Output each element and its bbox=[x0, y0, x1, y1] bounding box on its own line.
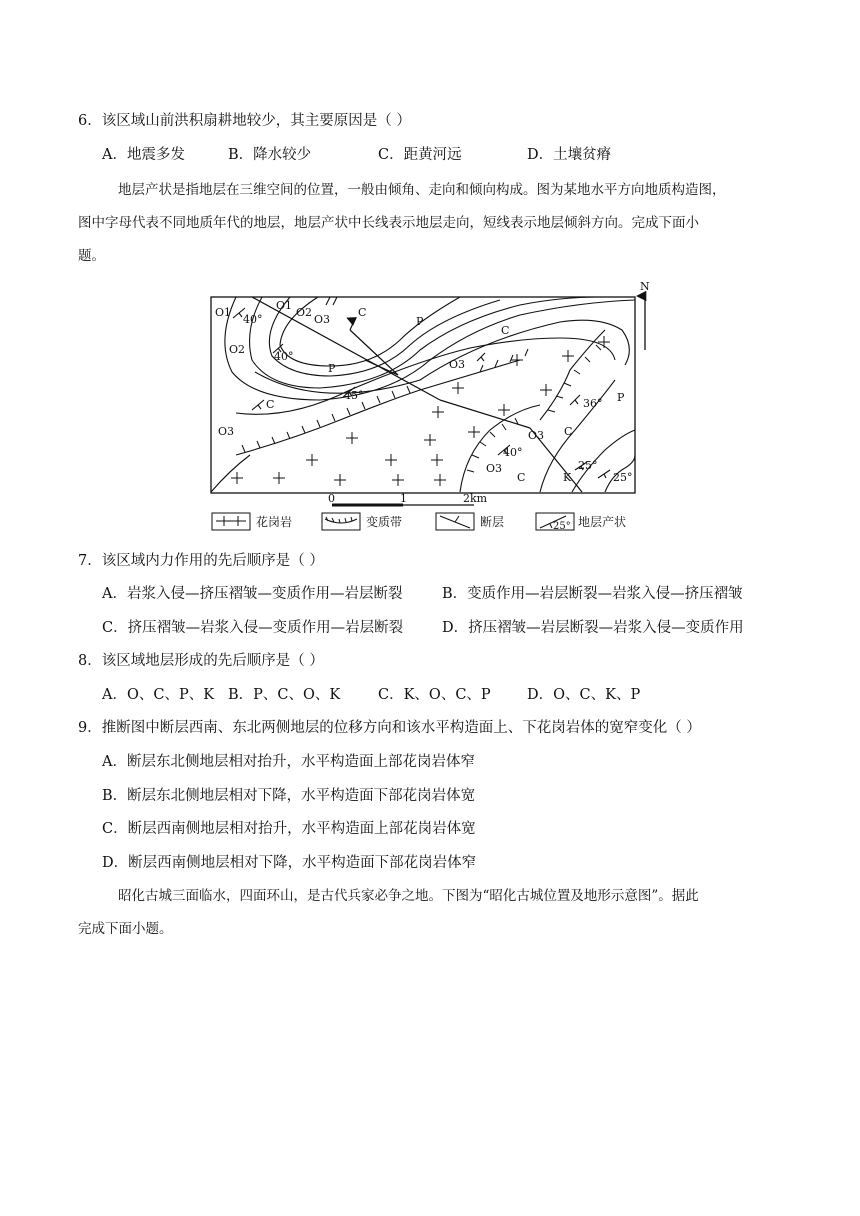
label-ca: C bbox=[358, 306, 367, 319]
intro1-line1: 地层产状是指地层在三维空间的位置，一般由倾角、走向和倾向构成。图为某地水平方向地质构造图， bbox=[118, 182, 726, 198]
q6-option-d: D．土壤贫瘠 bbox=[527, 147, 612, 163]
intro1-line3: 题。 bbox=[78, 248, 105, 264]
q8-option-a: A．O、C、P、K bbox=[102, 687, 215, 703]
legend-attitude-sample: 25° bbox=[553, 521, 571, 532]
fault-arrow bbox=[350, 321, 354, 330]
dip-5: 40° bbox=[503, 446, 523, 459]
label-cb: C bbox=[501, 324, 510, 337]
q7-option-c: C．挤压褶皱—岩浆入侵—变质作用—岩层断裂 bbox=[102, 620, 404, 636]
q7-stem: 7．该区域内力作用的先后顺序是（ ） bbox=[78, 553, 324, 569]
intro2-line2: 完成下面小题。 bbox=[78, 921, 173, 937]
q8-option-c: C．K、O、C、P bbox=[378, 687, 491, 703]
q6-option-c: C．距黄河远 bbox=[378, 147, 462, 163]
q9-option-d: D．断层西南侧地层相对下降，水平构造面下部花岗岩体窄 bbox=[102, 855, 477, 871]
label-o1a: O1 bbox=[215, 306, 232, 319]
metamorphic-ticks bbox=[242, 345, 601, 472]
legend-attitude: 地层产状 bbox=[578, 515, 627, 529]
scale-1: 1 bbox=[400, 492, 407, 505]
north-label: N bbox=[640, 280, 650, 293]
label-o3a: O3 bbox=[314, 313, 331, 326]
label-o3e: O3 bbox=[486, 462, 503, 475]
label-o2a: O2 bbox=[229, 343, 246, 356]
q8-option-b: B．P、C、O、K bbox=[228, 687, 341, 703]
geologic-map bbox=[205, 275, 655, 540]
label-pc: P bbox=[617, 391, 625, 404]
label-o1b: O1 bbox=[276, 299, 293, 312]
q9-option-b: B．断层东北侧地层相对下降，水平构造面下部花岗岩体宽 bbox=[102, 788, 476, 804]
q7-option-d: D．挤压褶皱—岩层断裂—岩浆入侵—变质作用 bbox=[442, 620, 744, 636]
legend-metamorphic: 变质带 bbox=[366, 515, 403, 529]
label-o2b: O2 bbox=[296, 306, 313, 319]
q9-stem: 9．推断图中断层西南、东北两侧地层的位移方向和该水平构造面上、下花岗岩体的宽窄变化（ ） bbox=[78, 720, 701, 736]
q7-option-b: B．变质作用—岩层断裂—岩浆入侵—挤压褶皱 bbox=[442, 586, 743, 602]
label-o3c: O3 bbox=[449, 358, 466, 371]
label-pa: P bbox=[416, 315, 424, 328]
scale-0: 0 bbox=[328, 492, 335, 505]
label-o3b: O3 bbox=[218, 425, 235, 438]
label-cc: C bbox=[266, 398, 275, 411]
dip-4: 36° bbox=[583, 397, 603, 410]
q6-option-a: A．地震多发 bbox=[102, 147, 185, 163]
label-pb: P bbox=[328, 362, 336, 375]
legend-granite: 花岗岩 bbox=[256, 515, 293, 529]
q9-option-a: A．断层东北侧地层相对抬升，水平构造面上部花岗岩体窄 bbox=[102, 754, 475, 770]
label-k: K bbox=[563, 471, 572, 484]
q9-option-c: C．断层西南侧地层相对抬升，水平构造面上部花岗岩体宽 bbox=[102, 821, 476, 837]
q6-stem: 6．该区域山前洪积扇耕地较少，其主要原因是（ ） bbox=[78, 113, 411, 129]
label-cd: C bbox=[564, 425, 573, 438]
q6-option-b: B．降水较少 bbox=[228, 147, 312, 163]
intro1-line2: 图中字母代表不同地质年代的地层，地层产状中长线表示地层走向，短线表示地层倾斜方向。完成下面小 bbox=[78, 215, 699, 231]
dip-7: 25° bbox=[613, 471, 633, 484]
q8-option-d: D．O、C、K、P bbox=[527, 687, 641, 703]
scale-2: 2km bbox=[463, 492, 488, 505]
dip-2: 40° bbox=[274, 350, 294, 363]
dip-1: 40° bbox=[243, 313, 263, 326]
dip-3: 45° bbox=[344, 389, 364, 402]
intro2-line1: 昭化古城三面临水，四面环山，是古代兵家必争之地。下图为“昭化古城位置及地形示意图”。据此 bbox=[118, 888, 699, 904]
q8-stem: 8．该区域地层形成的先后顺序是（ ） bbox=[78, 653, 324, 669]
q7-option-a: A．岩浆入侵—挤压褶皱—变质作用—岩层断裂 bbox=[102, 586, 403, 602]
label-o3d: O3 bbox=[528, 429, 545, 442]
legend-fault: 断层 bbox=[480, 515, 505, 529]
dip-6: 25° bbox=[578, 459, 598, 472]
label-ce: C bbox=[517, 471, 526, 484]
